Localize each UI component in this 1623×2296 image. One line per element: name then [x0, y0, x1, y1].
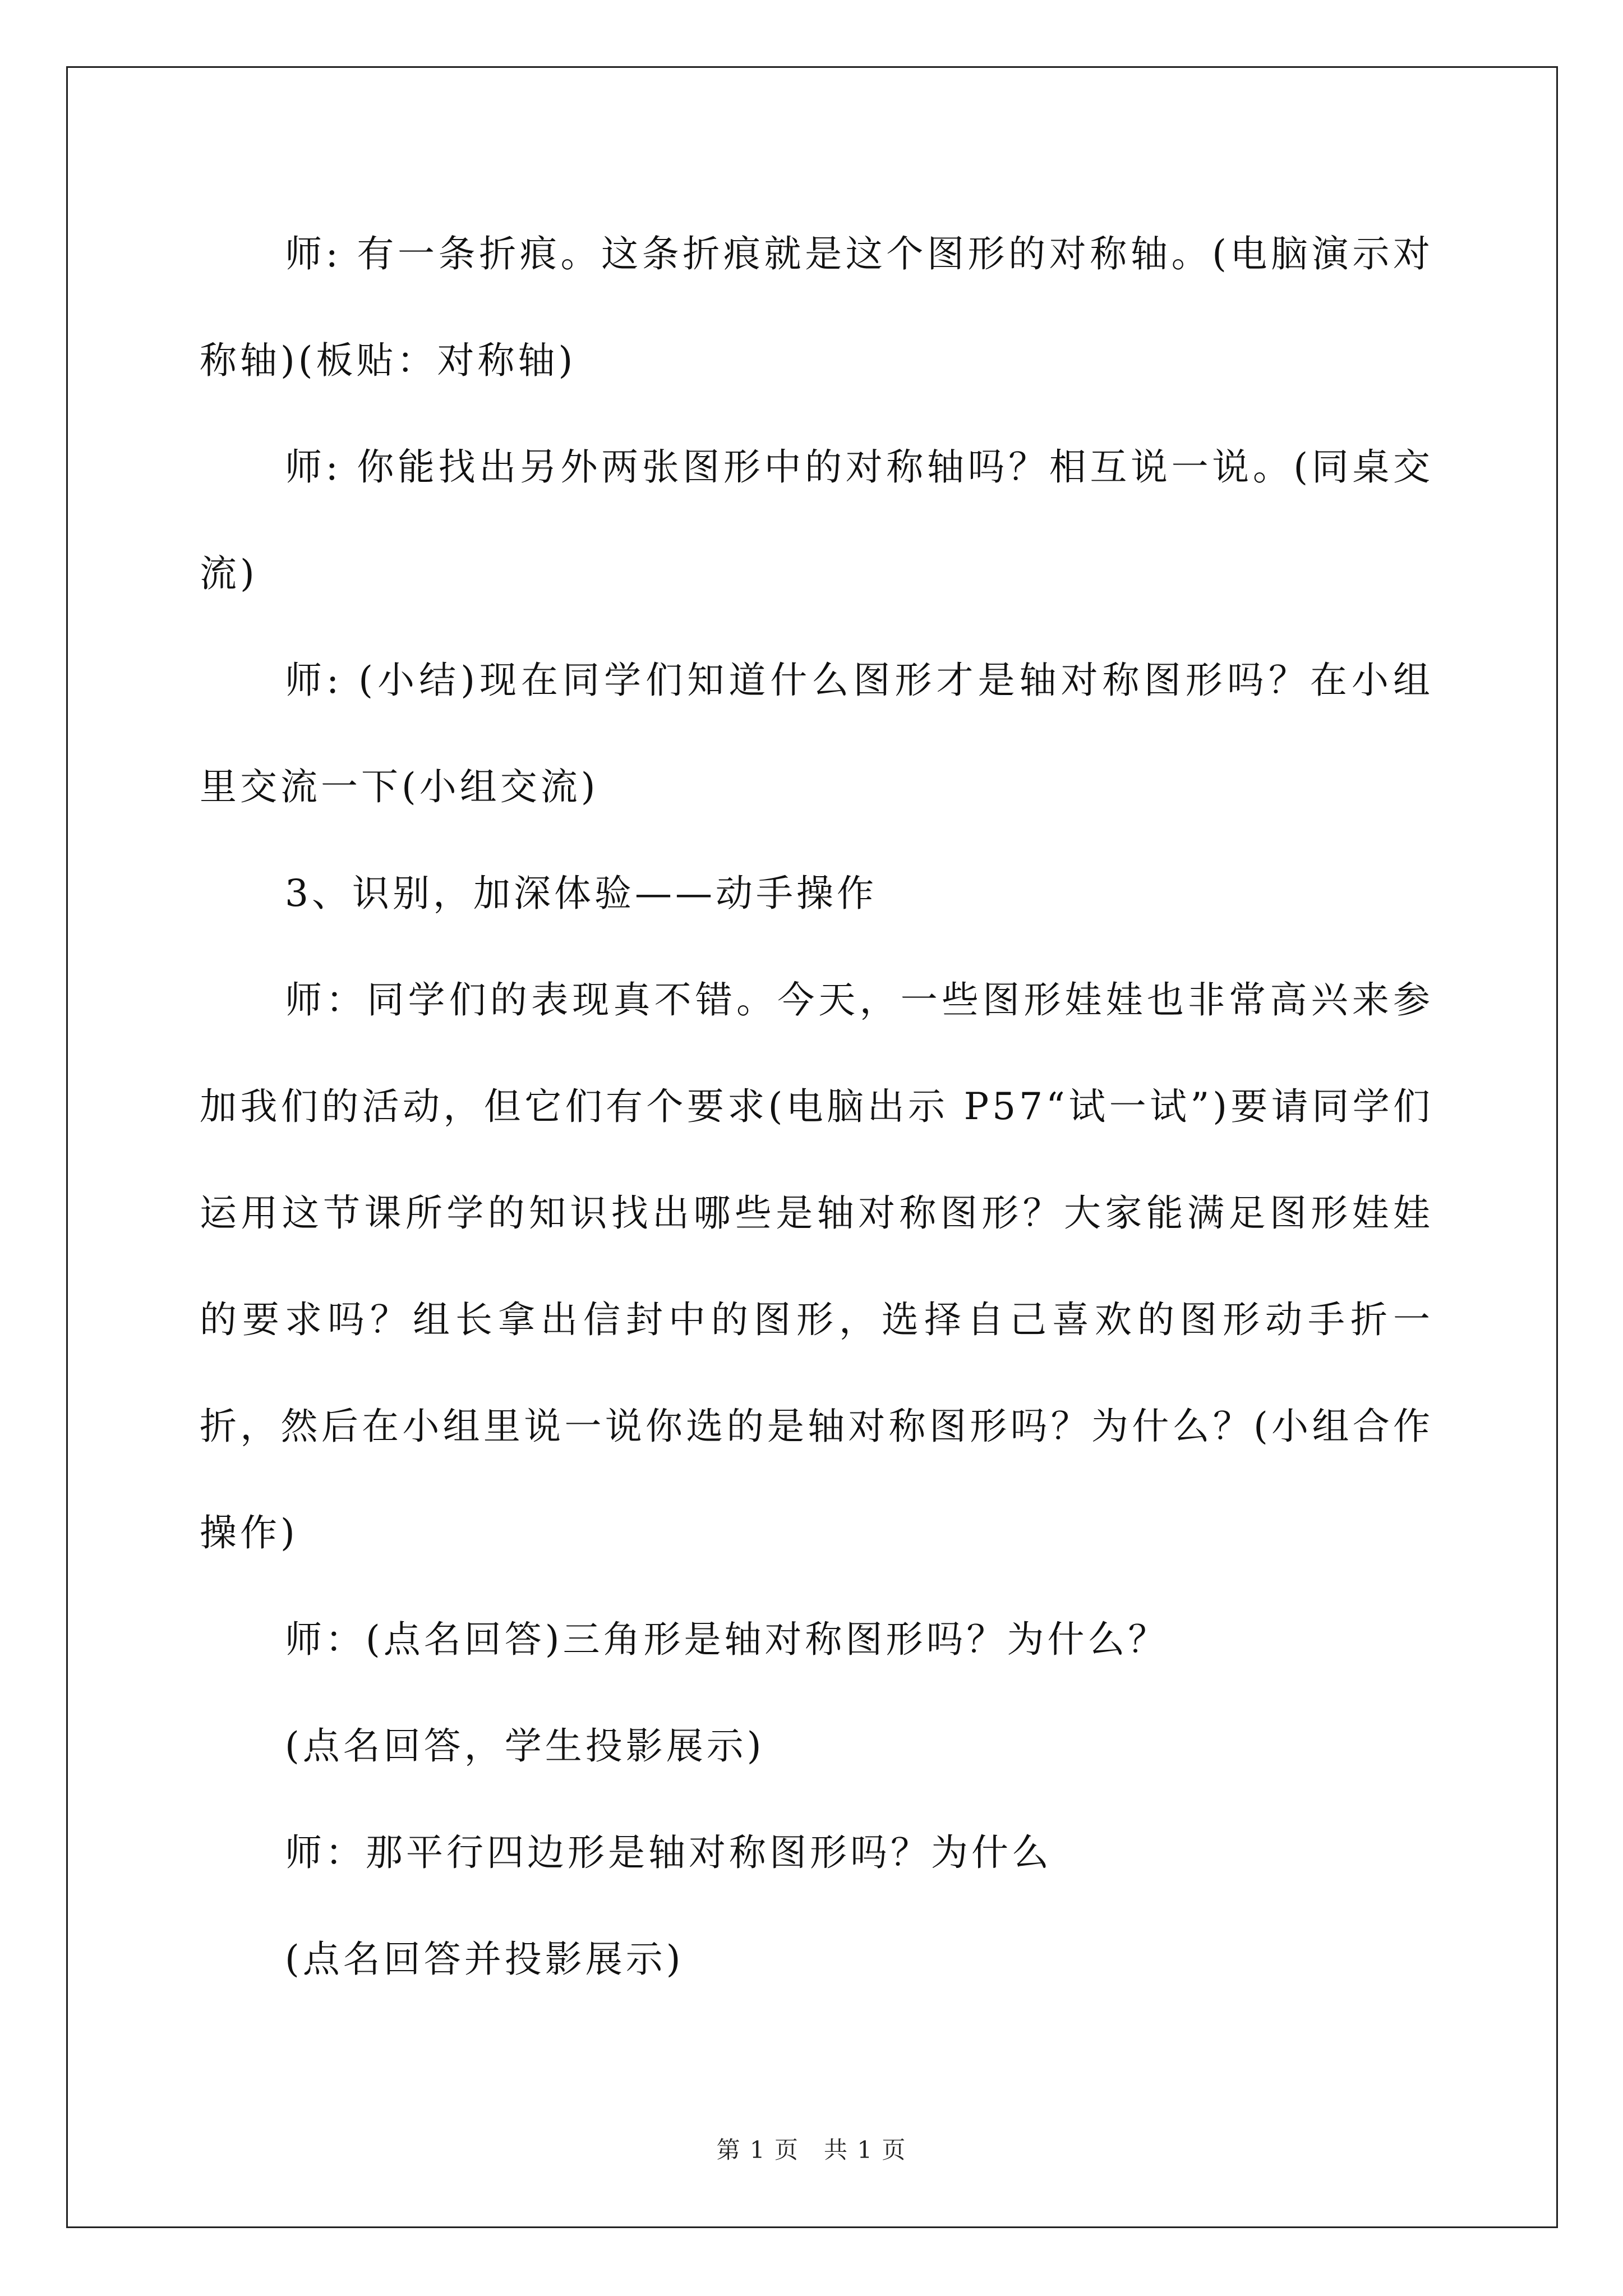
paragraph: 师: 有一条折痕。这条折痕就是这个图形的对称轴。(电脑演示对称轴)(板贴：对称轴) [200, 232, 1433, 382]
page-footer: 第 1 页 共 1 页 [716, 2136, 907, 2164]
paragraph: 师：(点名回答)三角形是轴对称图形吗？为什么？ [285, 1618, 1169, 1661]
paragraph: 师: 你能找出另外两张图形中的对称轴吗？相互说一说。(同桌交流) [200, 445, 1433, 595]
paragraph: 师：那平行四边形是轴对称图形吗？为什么 [285, 1831, 1052, 1874]
document-body [200, 201, 1433, 2013]
paragraph: (点名回答，学生投影展示) [285, 1724, 765, 1768]
paragraph: 师: (小结)现在同学们知道什么图形才是轴对称图形吗？在小组里交流一下(小组交流) [200, 659, 1433, 808]
paragraph: (点名回答并投影展示) [285, 1938, 684, 1981]
paragraph: 3、识别，加深体验——动手操作 [285, 872, 877, 915]
paragraph: 师：同学们的表现真不错。今天，一些图形娃娃也非常高兴来参加我们的活动，但它们有个要求(电脑出示 P57“试一试”)要请同学们运用这节课所学的知识找出哪些是轴对称图形？大家能满足图形娃娃的要求吗？组长拿出信封中的图形，选择自己喜欢的图形动手折一折，然后在小组里说一说你选的是轴对称图形吗？为什么？(小组合作操作) [200, 978, 1433, 1554]
